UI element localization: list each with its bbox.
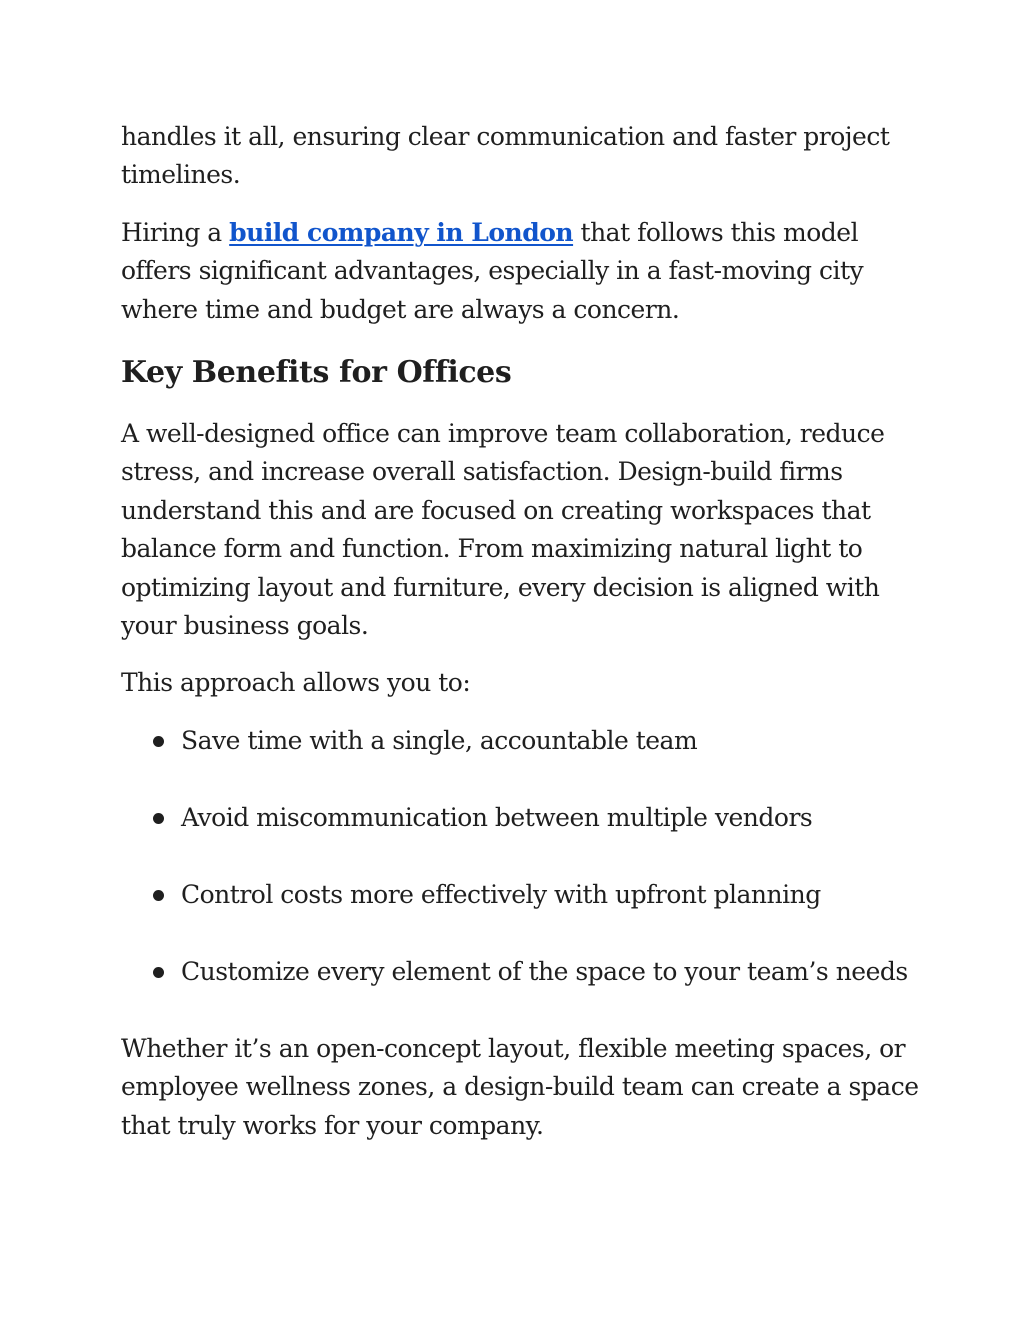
list-item [153, 953, 921, 991]
list-item-text: Save time with a single, accountable team [181, 725, 698, 755]
bullet-icon [153, 890, 164, 901]
benefits-list [121, 722, 921, 991]
paragraph-hiring [121, 214, 921, 329]
list-item [153, 799, 921, 837]
paragraph-intro-continuation: handles it all, ensuring clear communication and faster project timelines. [121, 122, 890, 190]
build-company-link[interactable]: build company in London [229, 217, 574, 247]
list-item-text: Control costs more effectively with upfront planning [181, 879, 821, 909]
paragraph-conclusion: Whether it’s an open-concept layout, flexible meeting spaces, or employee wellness zones, a design-build team can create a space that truly works for your company. [121, 1033, 919, 1140]
paragraph-benefits: A well-designed office can improve team collaboration, reduce stress, and increase overall satisfaction. Design-build firms understand this and are focused on creating workspaces that balance form and function. From maximizing natural light to optimizing layout and furniture, every decision is aligned with your business goals. [121, 419, 885, 641]
list-item [153, 722, 921, 760]
list-item-text: Customize every element of the space to your team’s needs [181, 956, 908, 986]
section-heading: Key Benefits for Offices [121, 355, 512, 391]
bullet-icon [153, 736, 164, 747]
list-item [153, 876, 921, 914]
document-page [121, 118, 921, 1145]
paragraph-hiring-after: that follows this model offers significant advantages, especially in a fast-moving city where time and budget are always a concern. [121, 217, 864, 324]
list-item-text: Avoid miscommunication between multiple vendors [181, 802, 813, 832]
paragraph-hiring-before: Hiring a [121, 217, 230, 247]
bullet-icon [153, 813, 164, 824]
bullet-icon [153, 967, 164, 978]
paragraph-approach: This approach allows you to: [121, 668, 471, 698]
